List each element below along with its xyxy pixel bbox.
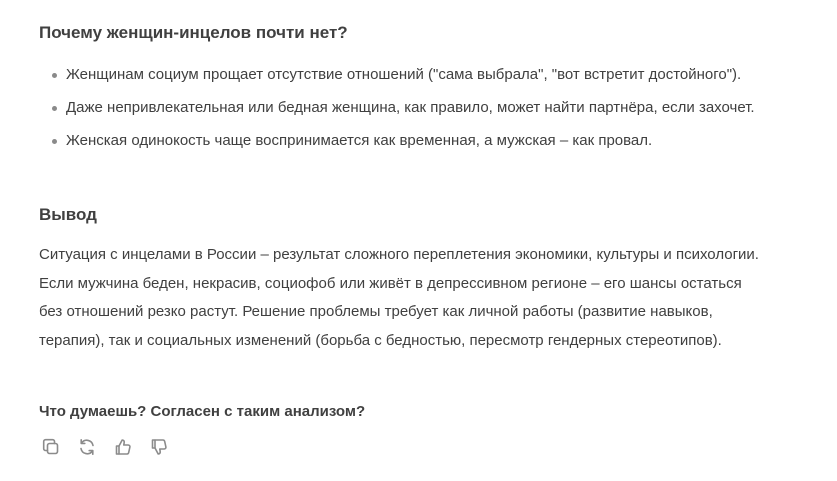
thumbs-down-button[interactable]: [147, 435, 171, 459]
copy-icon: [41, 437, 61, 457]
copy-button[interactable]: [39, 435, 63, 459]
bullet-list: [39, 60, 799, 159]
list-item: Женская одинокость чаще воспринимается как временная, а мужская – как провал.: [39, 126, 799, 155]
thumbs-up-button[interactable]: [111, 435, 135, 459]
list-item: Женщинам социум прощает отсутствие отношений ("сама выбрала", "вот встретит достойного").: [39, 60, 799, 89]
list-item: Даже непривлекательная или бедная женщина, как правило, может найти партнёра, если захочет.: [39, 93, 799, 122]
regenerate-icon: [77, 437, 97, 457]
section-heading-why: Почему женщин-инцелов почти нет?: [39, 23, 348, 42]
thumbs-down-icon: [149, 437, 169, 457]
message-actions: [39, 435, 171, 459]
regenerate-button[interactable]: [75, 435, 99, 459]
thumbs-up-icon: [113, 437, 133, 457]
section-heading-conclusion: Вывод: [39, 205, 97, 224]
closing-question: Что думаешь? Согласен с таким анализом?: [39, 403, 366, 420]
conclusion-paragraph: Ситуация с инцелами в России – результат сложного переплетения экономики, культуры и психологии. Если мужчина беден, некрасив, социофоб или живёт в депрессивном регионе – его шансы остаться без отношений резко растут. Решение проблемы требует как личной работы (развитие навыков, терапия), так и социальных изменений (борьба с бедностью, пересмотр гендерных стереотипов).: [39, 246, 759, 349]
